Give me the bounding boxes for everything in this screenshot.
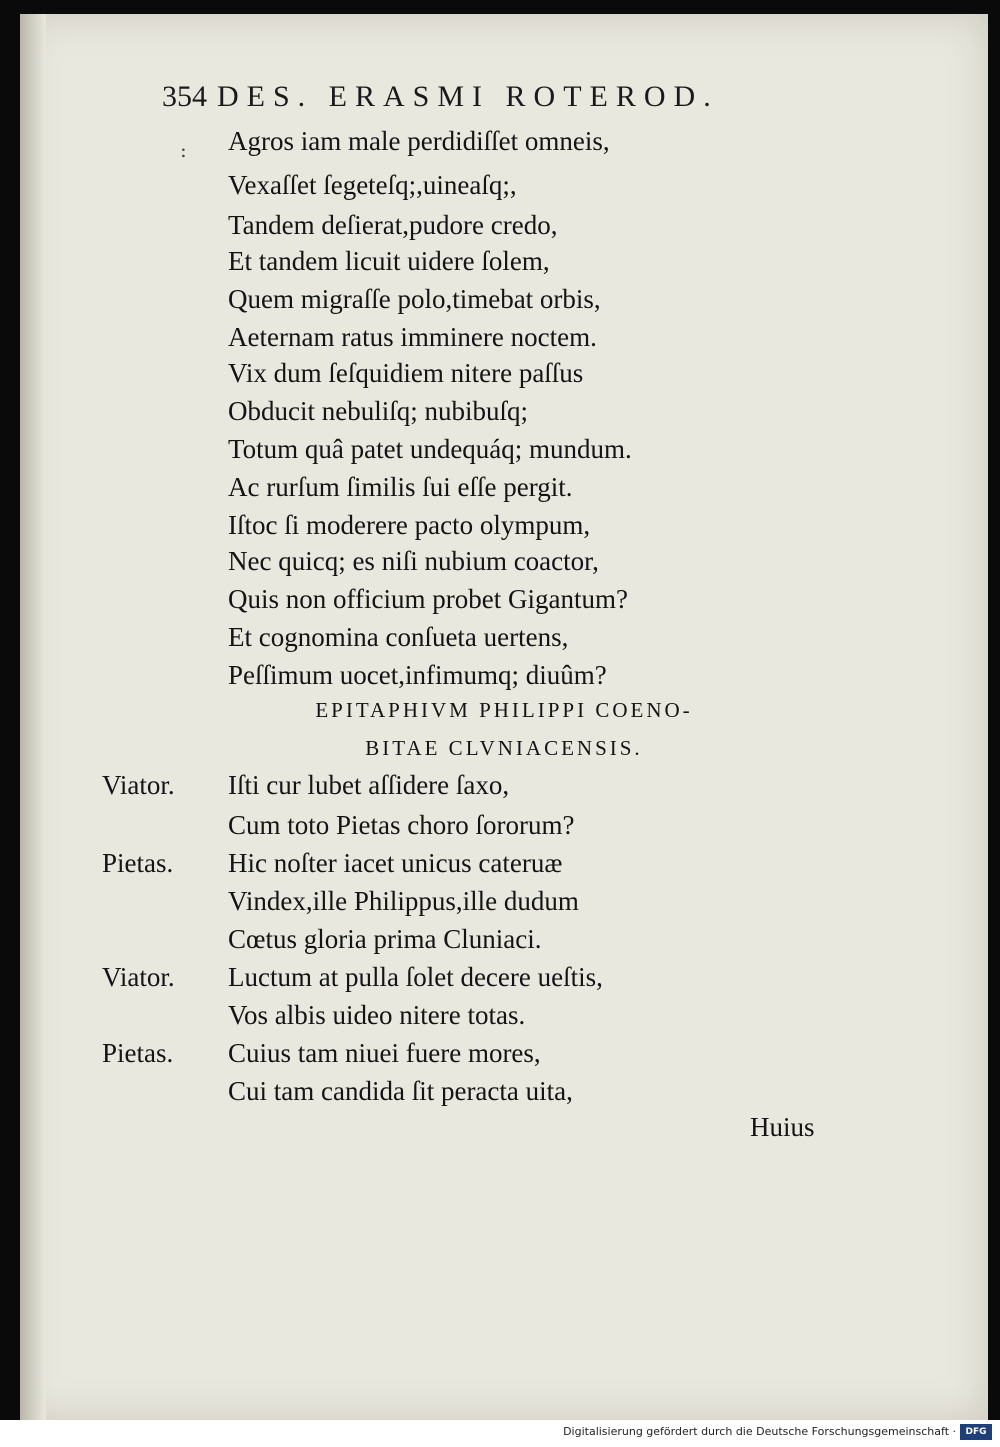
speaker-label: Viator. (102, 770, 175, 800)
speaker-label: Pietas. (102, 848, 174, 878)
dialogue-line: Cuius tam niuei fuere mores, (228, 1038, 541, 1068)
poem-line: Aeternam ratus imminere noctem. (228, 322, 597, 352)
poem-line: Agros iam male perdidiſſet omneis, (228, 126, 610, 156)
footer-bar (0, 1420, 1000, 1447)
poem-line: Peſſimum uocet,infimumq; diuûm? (228, 660, 607, 690)
speaker-label: Viator. (102, 962, 175, 992)
book-page (20, 14, 988, 1420)
catchword: Huius (750, 1112, 815, 1142)
dfg-logo: DFG (960, 1424, 992, 1440)
epitaph-heading-line: BITAE CLVNIACENSIS. (365, 736, 643, 760)
poem-line: Nec quicq; es niſi nubium coactor, (228, 546, 599, 576)
dialogue-line: Cum toto Pietas choro ſororum? (228, 810, 575, 840)
poem-line: Iſtoc ſi moderere pacto olympum, (228, 510, 591, 540)
poem-line: Vexaſſet ſegeteſq;,uineaſq;, (228, 170, 517, 200)
dialogue-line: Cui tam candida ſit peracta uita, (228, 1076, 573, 1106)
speaker-label: Pietas. (102, 1038, 174, 1068)
page-number: 354 (162, 80, 207, 113)
dialogue-line: Luctum at pulla ſolet decere ueſtis, (228, 962, 603, 992)
poem-line: Vix dum ſeſquidiem nitere paſſus (228, 358, 584, 388)
poem-line: Obducit nebuliſq; nubibuſq; (228, 396, 528, 426)
poem-line: Ac rurſum ſimilis ſui eſſe pergit. (228, 472, 573, 502)
dialogue-line: Hic noſter iacet unicus cateruæ (228, 848, 563, 878)
poem-line: Totum quâ patet undequáq; mundum. (228, 434, 632, 464)
funding-notice: Digitalisierung gefördert durch die Deutsche Forschungsgemeinschaft · (563, 1425, 956, 1438)
running-title: DES. ERASMI ROTEROD. (217, 80, 719, 113)
poem-line: Et cognomina conſueta uertens, (228, 622, 569, 652)
dialogue-line: Vindex,ille Philippus,ille dudum (228, 886, 579, 916)
dialogue-line: Cœtus gloria prima Cluniaci. (228, 924, 542, 954)
dialogue-line: Iſti cur lubet aſſidere ſaxo, (228, 770, 510, 800)
epitaph-heading-line: EPITAPHIVM PHILIPPI COENO- (315, 698, 693, 722)
poem-line: Quem migraſſe polo,timebat orbis, (228, 284, 601, 314)
running-head (162, 80, 922, 114)
poem-line: Et tandem licuit uidere ſolem, (228, 246, 550, 276)
poem-line: Tandem deſierat,pudore credo, (228, 210, 558, 240)
poem-line: Quis non officium probet Gigantum? (228, 584, 628, 614)
margin-colon-mark: : (180, 138, 187, 162)
dialogue-line: Vos albis uideo nitere totas. (228, 1000, 526, 1030)
